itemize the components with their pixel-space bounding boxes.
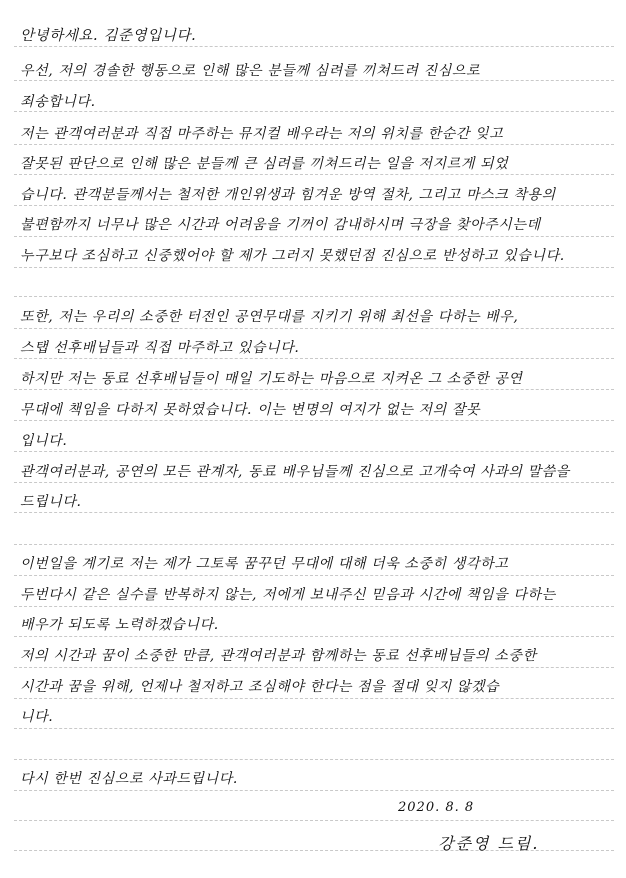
ruled-line	[14, 544, 614, 545]
ruled-line	[14, 236, 614, 237]
ruled-line	[14, 144, 614, 145]
letter-line: 또한, 저는 우리의 소중한 터전인 공연무대를 지키기 위해 최선을 다하는 배우,	[20, 309, 519, 325]
signature: 강준영 드림.	[438, 834, 540, 853]
ruled-line	[14, 328, 614, 329]
ruled-line	[14, 482, 614, 483]
letter-line: 잘못된 판단으로 인해 많은 분들께 큰 심려를 끼쳐드리는 일을 저지르게 되었	[20, 156, 509, 172]
letter-line: 스탭 선후배님들과 직접 마주하고 있습니다.	[20, 340, 300, 356]
ruled-line	[14, 111, 614, 112]
letter-line: 하지만 저는 동료 선후배님들이 매일 기도하는 마음으로 지켜온 그 소중한 공연	[20, 371, 523, 387]
letter-line: 입니다.	[20, 433, 68, 449]
letter-date: 2020. 8. 8	[398, 800, 475, 815]
ruled-line	[14, 512, 614, 513]
ruled-line	[14, 420, 614, 421]
ruled-line	[14, 80, 614, 81]
ruled-line	[14, 267, 614, 268]
letter-line: 니다.	[20, 709, 54, 725]
ruled-line	[14, 296, 614, 297]
letter-line: 두번다시 같은 실수를 반복하지 않는, 저에게 보내주신 믿음과 시간에 책임을 다하는	[20, 587, 556, 603]
letter-line: 이번일을 계기로 저는 제가 그토록 꿈꾸던 무대에 대해 더욱 소중히 생각하고	[20, 556, 509, 572]
letter-line: 배우가 되도록 노력하겠습니다.	[20, 617, 219, 633]
letter-line: 드립니다.	[20, 494, 82, 510]
ruled-line	[14, 358, 614, 359]
ruled-line	[14, 205, 614, 206]
ruled-line	[14, 636, 614, 637]
letter-line: 누구보다 조심하고 신중했어야 할 제가 그러지 못했던점 진심으로 반성하고 있습니다.	[20, 248, 565, 264]
ruled-line	[14, 451, 614, 452]
letter-line: 습니다. 관객분들께서는 철저한 개인위생과 힘겨운 방역 절차, 그리고 마스크 착용의	[20, 187, 556, 203]
letter-line: 시간과 꿈을 위해, 언제나 철저하고 조심해야 한다는 점을 절대 잊지 않겠습	[20, 679, 500, 695]
letter-line: 저의 시간과 꿈이 소중한 만큼, 관객여러분과 함께하는 동료 선후배님들의 소중한	[20, 648, 537, 664]
letter-line: 불편함까지 너무나 많은 시간과 어려움을 기꺼이 감내하시며 극장을 찾아주시는데	[20, 217, 541, 233]
ruled-line	[14, 575, 614, 576]
ruled-line	[14, 174, 614, 175]
letter-line: 다시 한번 진심으로 사과드립니다.	[20, 771, 238, 787]
ruled-line	[14, 606, 614, 607]
letter-line: 무대에 책임을 다하지 못하였습니다. 이는 변명의 여지가 없는 저의 잘못	[20, 402, 481, 418]
ruled-line	[14, 667, 614, 668]
ruled-line	[14, 389, 614, 390]
letter-line: 우선, 저의 경솔한 행동으로 인해 많은 분들께 심려를 끼쳐드려 진심으로	[20, 63, 481, 79]
letter-line: 죄송합니다.	[20, 94, 96, 110]
ruled-line	[14, 698, 614, 699]
letter-line: 관객여러분과, 공연의 모든 관계자, 동료 배우님들께 진심으로 고개숙여 사과의 말씀을	[20, 464, 570, 480]
ruled-line	[14, 759, 614, 760]
letter-line: 저는 관객여러분과 직접 마주하는 뮤지컬 배우라는 저의 위치를 한순간 잊고	[20, 126, 504, 142]
ruled-line	[14, 820, 614, 821]
ruled-line	[14, 790, 614, 791]
ruled-line	[14, 728, 614, 729]
ruled-line	[14, 46, 614, 47]
greeting-line: 안녕하세요. 김준영입니다.	[20, 28, 197, 44]
